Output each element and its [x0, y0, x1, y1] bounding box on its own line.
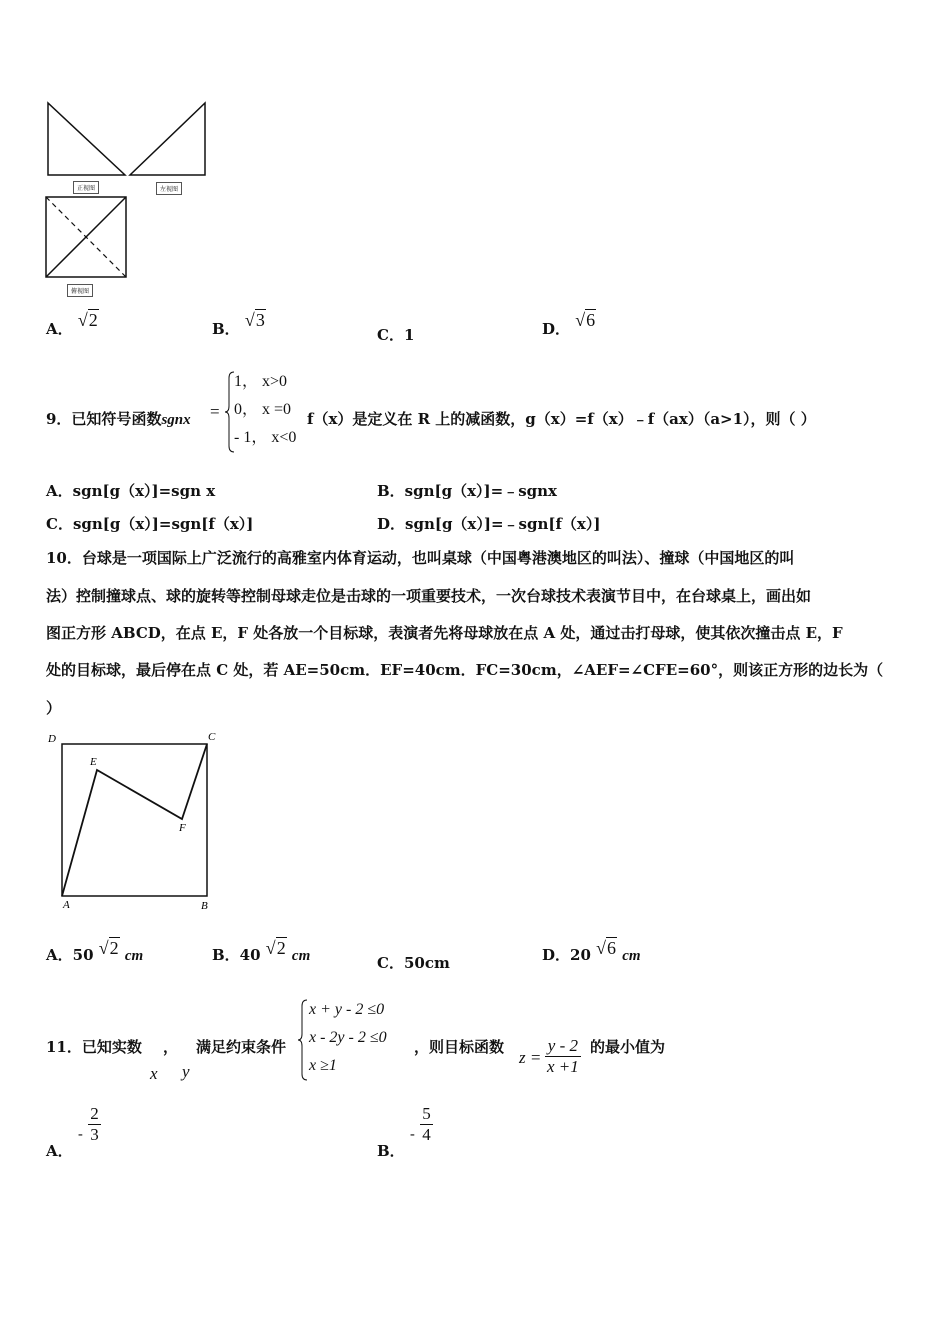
q8-choice-d[interactable]: [542, 310, 596, 339]
q8-choice-c-label: C．: [377, 326, 404, 344]
q11-suffix: 的最小值为: [590, 1038, 666, 1056]
q11-fraction: [545, 1036, 581, 1077]
q10-choice-d-label: D．20: [542, 946, 591, 964]
q11-numerator: y - 2: [545, 1036, 581, 1057]
q9-sgnx: sgnx: [161, 412, 191, 428]
q9-case-2: 0， x =0: [234, 401, 292, 418]
q10-choice-a[interactable]: [46, 938, 144, 965]
label-e: E: [90, 756, 97, 768]
q11-constraint-label: 满足约束条件: [196, 1038, 287, 1056]
q11-choice-a-sign: -: [77, 1124, 83, 1143]
q8-choice-b-label: B．: [212, 320, 240, 338]
q9-cases: [234, 368, 296, 452]
q10-choice-b-unit: cm: [291, 948, 311, 964]
q11-constraint-3: x ≥1: [309, 1057, 337, 1074]
q11-constraint-2: x - 2y - 2 ≤0: [309, 1029, 387, 1046]
q10-choice-c[interactable]: C．50cm: [377, 954, 450, 972]
q10-choice-a-radical: √2: [98, 938, 119, 958]
q9-choice-a[interactable]: A．sgn[g（x）]=sgn x: [46, 482, 216, 500]
q11-constraint-1: x + y - 2 ≤0: [309, 1001, 385, 1018]
front-view-triangle: [48, 103, 125, 175]
q11-choice-b[interactable]: [377, 1104, 433, 1160]
three-view-diagram: [40, 95, 220, 300]
q11-brace: [298, 998, 308, 1082]
q8-choice-d-value: √6: [575, 310, 596, 330]
q9-stem: f（x）是定义在 R 上的减函数，g（x）=f（x）﹣f（ax）（a>1），则（ ）: [307, 410, 816, 428]
label-b: B: [201, 900, 208, 912]
q8-choice-d-label: D．: [542, 320, 571, 338]
q11-choice-a-label: A．: [46, 1141, 73, 1160]
side-view-caption: 左视图: [156, 182, 182, 195]
ball-path: [62, 744, 207, 896]
q10-line-2: 法）控制撞球点、球的旋转等控制母球走位是击球的一项重要技术，一次台球技术表演节目中，在台球桌上，画出如: [46, 587, 812, 605]
q11-objective-label: ，则目标函数: [414, 1038, 505, 1056]
q9-choice-d[interactable]: D．sgn[g（x）]=﹣sgn[f（x）]: [377, 515, 601, 533]
q11-choice-b-sign: -: [409, 1124, 415, 1143]
q11-prefix: 11．已知实数: [46, 1038, 142, 1056]
q11-var-x: x: [150, 1064, 158, 1083]
q9-choice-c[interactable]: C．sgn[g（x）]=sgn[f（x）]: [46, 515, 254, 533]
q11-comma: ，: [163, 1038, 179, 1056]
label-f: F: [179, 822, 186, 834]
q10-choice-d[interactable]: [542, 938, 641, 965]
q10-square-diagram: [44, 728, 224, 918]
q8-choice-a-value: √2: [77, 310, 98, 330]
q10-choice-a-label: A．50: [46, 946, 94, 964]
q9-case-3: - 1， x<0: [234, 429, 297, 446]
q8-choice-c-value: 1: [403, 326, 415, 344]
q11-choice-a-fraction: $\frac{2}{3}$: [90, 1104, 99, 1144]
q9-prefix: 9．已知符号函数sgnx: [46, 410, 191, 428]
q11-constraints: [309, 996, 387, 1080]
q10-line-5: ）: [46, 699, 62, 717]
q10-choice-b-label: B．40: [212, 946, 261, 964]
q10-line-1: 10．台球是一项国际上广泛流行的高雅室内体育运动，也叫桌球（中国粤港澳地区的叫法）、撞球（中国地区的叫: [46, 549, 795, 567]
q10-choice-a-unit: cm: [124, 948, 144, 964]
q10-choice-b-radical: √2: [265, 938, 286, 958]
q11-choice-b-fraction: $\frac{5}{4}$: [422, 1104, 431, 1144]
label-d: D: [48, 733, 56, 745]
q11-z: z =: [519, 1048, 542, 1067]
q9-case-1: 1， x>0: [234, 373, 288, 390]
q10-choice-d-radical: √6: [596, 938, 617, 958]
q9-eq: =: [210, 402, 220, 421]
q9-choice-b[interactable]: B．sgn[g（x）]=﹣sgnx: [377, 482, 557, 500]
q8-choice-c[interactable]: [377, 324, 414, 345]
label-a: A: [63, 899, 70, 911]
q10-line-4: 处的目标球，最后停在点 C 处，若 AE=50cm．EF=40cm．FC=30cm，∠AEF=∠CFE=60°，则该正方形的边长为（: [46, 661, 884, 679]
q8-choice-a[interactable]: [46, 310, 99, 339]
q10-choice-b[interactable]: [212, 938, 311, 965]
q8-choice-b-value: √3: [244, 310, 265, 330]
q8-choice-a-label: A．: [46, 320, 73, 338]
q11-choice-b-label: B．: [377, 1141, 405, 1160]
q11-choice-a[interactable]: [46, 1104, 101, 1160]
front-view-caption: 正视图: [73, 181, 99, 194]
q10-line-3: 图正方形 ABCD，在点 E，F 处各放一个目标球，表演者先将母球放在点 A 处，通过击打母球，使其依次撞击点 E，F: [46, 624, 843, 642]
q11-denominator: x +1: [547, 1057, 579, 1076]
label-c: C: [208, 731, 216, 743]
q8-choice-b[interactable]: [212, 310, 266, 339]
q10-choice-d-unit: cm: [622, 948, 641, 964]
q11-var-y: y: [182, 1062, 190, 1081]
top-view-caption: 俯视图: [67, 284, 93, 297]
side-view-triangle: [130, 103, 205, 175]
